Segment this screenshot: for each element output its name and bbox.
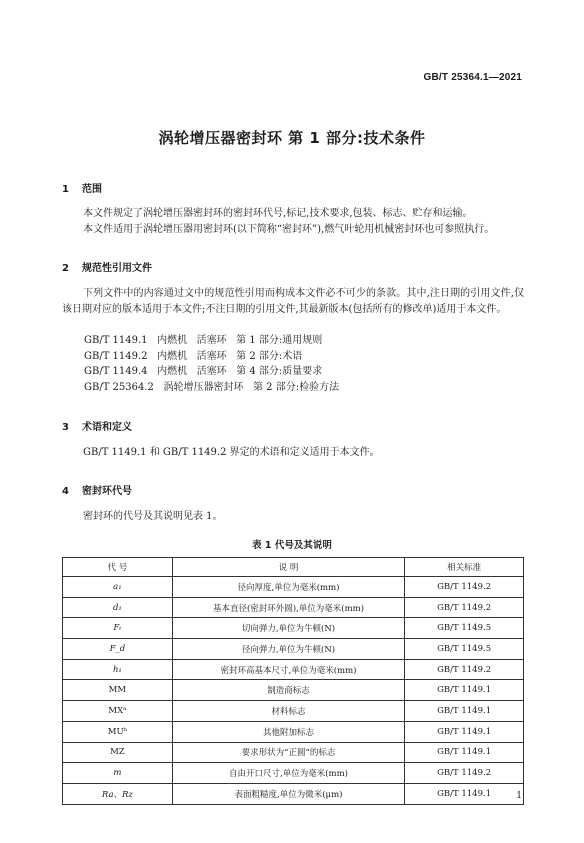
code-cell: a₁ [63,577,173,598]
code-cell: F_d [63,639,173,660]
table-row [63,639,524,660]
table-caption: 表 1 代号及其说明 [252,540,332,551]
section-heading-scope [62,180,102,195]
description-cell: 自由开口尺寸,单位为毫米(mm) [172,763,404,784]
standard-cell: GB/T 1149.5 [405,618,524,639]
section-title: 范围 [82,184,102,195]
standard-cell: GB/T 1149.5 [405,639,524,660]
paragraph: GB/T 1149.1 和 GB/T 1149.2 界定的术语和定义适用于本文件。 [83,447,380,458]
page-number: 1 [516,791,522,801]
section-heading-terms [62,418,132,433]
standard-cell: GB/T 1149.2 [405,659,524,680]
description-cell: 要求形状为“正圆”的标志 [172,742,404,763]
table-row [63,701,524,722]
table-row [63,721,524,742]
section-number: 4 [62,486,69,497]
description-cell: 表面粗糙度,单位为微米(μm) [172,783,404,804]
section-title: 规范性引用文件 [82,263,152,274]
table-row [63,742,524,763]
description-cell: 切向弹力,单位为牛顿(N) [172,618,404,639]
column-header-code: 代 号 [63,558,173,577]
code-cell: MZ [63,742,173,763]
code-cell: d₁ [63,597,173,618]
column-header-standard: 相关标准 [405,558,524,577]
description-cell: 径向弹力,单位为牛顿(N) [172,639,404,660]
description-cell: 基本直径(密封环外圆),单位为毫米(mm) [172,597,404,618]
table-row [63,680,524,701]
reference-item: GB/T 1149.2 内燃机 活塞环 第 2 部分:术语 [84,350,303,362]
description-cell: 材料标志 [172,701,404,722]
description-cell: 径向厚度,单位为毫米(mm) [172,577,404,598]
section-number: 2 [62,263,69,274]
column-header-description: 说 明 [172,558,404,577]
table-row [63,618,524,639]
table-row [63,659,524,680]
description-cell: 其他附加标志 [172,721,404,742]
table-row [63,597,524,618]
code-cell: MXᵃ [63,701,173,722]
description-cell: 制造商标志 [172,680,404,701]
standard-cell: GB/T 1149.2 [405,577,524,598]
standard-cell: GB/T 1149.2 [405,597,524,618]
code-cell: m [63,763,173,784]
codes-table [62,557,524,805]
description-cell: 密封环高基本尺寸,单位为毫米(mm) [172,659,404,680]
paragraph: 本文件适用于涡轮增压器用密封环(以下简称“密封环”),燃气叶轮用机械密封环也可参照执行。 [83,224,495,235]
table-row [63,763,524,784]
reference-item: GB/T 1149.1 内燃机 活塞环 第 1 部分:通用规则 [84,335,323,346]
code-cell: MM [63,680,173,701]
standard-cell: GB/T 1149.1 [405,701,524,722]
standard-cell: GB/T 1149.1 [405,721,524,742]
table-header-row [63,558,524,577]
standard-cell: GB/T 1149.2 [405,763,524,784]
code-cell: h₁ [63,659,173,680]
section-title: 密封环代号 [82,486,132,497]
standard-cell: GB/T 1149.1 [405,742,524,763]
code-cell: MUᵇ [63,721,173,742]
standard-cell: GB/T 1149.1 [405,783,524,804]
paragraph: 密封环的代号及其说明见表 1。 [83,511,223,522]
document-title: 涡轮增压器密封环 第 1 部分:技术条件 [158,129,426,147]
section-heading-seal-ring-codes [62,482,132,497]
reference-item: GB/T 25364.2 涡轮增压器密封环 第 2 部分:检验方法 [84,381,340,393]
section-heading-normative-references [62,259,152,274]
code-cell: Ra、Rz [63,783,173,804]
table-row [63,783,524,804]
paragraph: 本文件规定了涡轮增压器密封环的密封环代号,标记,技术要求,包装、标志、贮存和运输。 [83,208,473,219]
standard-cell: GB/T 1149.1 [405,680,524,701]
reference-list [84,333,524,395]
table-row [63,577,524,598]
standard-code: GB/T 25364.1—2021 [423,72,522,83]
reference-item: GB/T 1149.4 内燃机 活塞环 第 4 部分:质量要求 [84,366,323,378]
code-cell: Fₜ [63,618,173,639]
section-number: 1 [62,184,69,195]
paragraph: 下列文件中的内容通过文中的规范性引用而构成本文件必不可少的条款。其中,注日期的引用文件,仅该日期对应的版本适用于本文件;不注日期的引用文件,其最新版本(包括所有的修改单)适用于本文件。 [62,288,524,315]
section-number: 3 [62,422,69,433]
section-title: 术语和定义 [82,422,132,433]
